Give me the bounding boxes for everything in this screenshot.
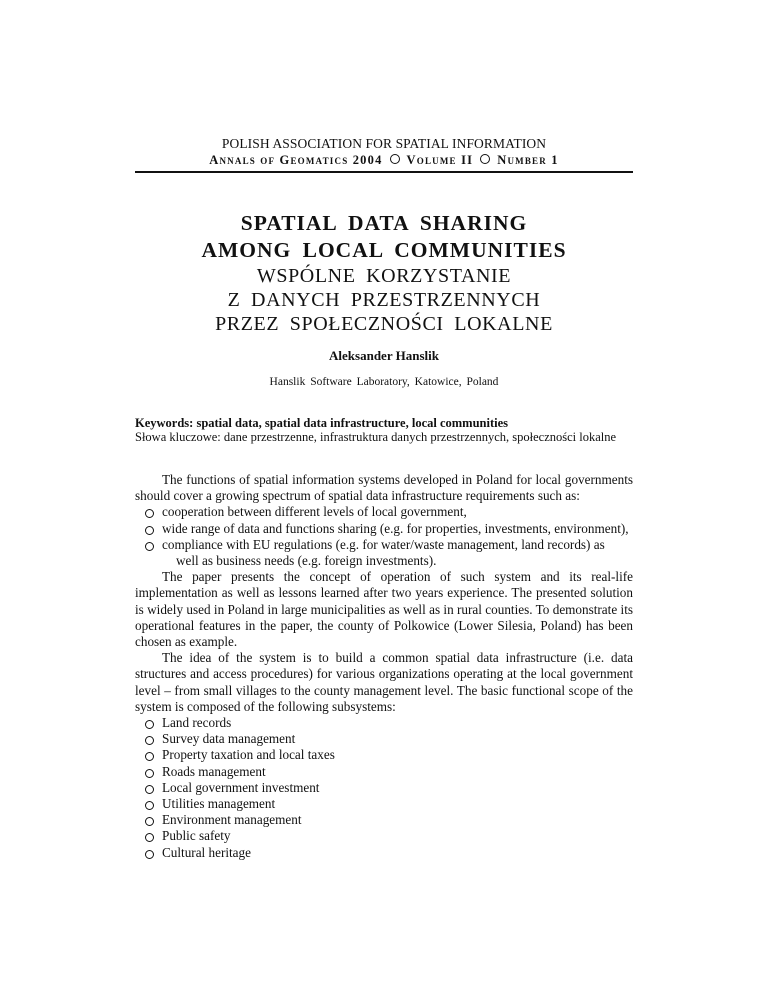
circle-separator-icon bbox=[480, 154, 490, 164]
title-english bbox=[0, 210, 768, 264]
circle-bullet-icon bbox=[145, 752, 154, 761]
circle-bullet-icon bbox=[145, 785, 154, 794]
list-item bbox=[135, 812, 633, 828]
title-pl-line: Z DANYCH PRZESTRZENNYCH bbox=[227, 289, 541, 311]
title-en-line: SPATIAL DATA SHARING bbox=[240, 211, 528, 235]
circle-bullet-icon bbox=[145, 736, 154, 745]
title-pl-line: WSPÓLNE KORZYSTANIE bbox=[256, 265, 512, 287]
list-item-text: Local government investment bbox=[162, 779, 320, 795]
list-item bbox=[135, 796, 633, 812]
circle-bullet-icon bbox=[145, 509, 154, 518]
circle-bullet-icon bbox=[145, 817, 154, 826]
circle-bullet-icon bbox=[145, 720, 154, 729]
article-body bbox=[135, 472, 633, 861]
circle-separator-icon bbox=[390, 154, 400, 164]
list-item bbox=[135, 780, 633, 796]
title-polish bbox=[0, 264, 768, 336]
list-item bbox=[135, 504, 633, 520]
journal-number: Number 1 bbox=[497, 153, 559, 167]
association-name: POLISH ASSOCIATION FOR SPATIAL INFORMATION bbox=[221, 136, 547, 151]
list-item-text: Environment management bbox=[162, 812, 302, 828]
list-item-text: Property taxation and local taxes bbox=[162, 747, 335, 763]
journal-volume: Volume II bbox=[406, 153, 474, 167]
requirements-list bbox=[135, 504, 633, 569]
list-item-text: Roads management bbox=[162, 763, 266, 779]
list-item-text: compliance with EU regulations (e.g. for water/waste management, land records) as bbox=[162, 536, 605, 552]
list-item bbox=[135, 521, 633, 537]
author-affiliation: Hanslik Software Laboratory, Katowice, Poland bbox=[269, 376, 499, 388]
list-item-text: Utilities management bbox=[162, 796, 276, 812]
circle-bullet-icon bbox=[145, 850, 154, 859]
subsystems-list bbox=[135, 715, 633, 861]
list-item bbox=[135, 764, 633, 780]
list-item bbox=[135, 715, 633, 731]
keywords-polish: Słowa kluczowe: dane przestrzenne, infrastruktura danych przestrzennych, społeczności lokalne bbox=[135, 430, 617, 444]
author-name: Aleksander Hanslik bbox=[329, 348, 439, 363]
list-item-text: cooperation between different levels of local government, bbox=[162, 504, 467, 520]
list-item-text: Land records bbox=[162, 715, 232, 731]
list-item-continuation: well as business needs (e.g. foreign investments). bbox=[176, 553, 437, 569]
list-item bbox=[135, 537, 633, 569]
list-item-text: Cultural heritage bbox=[162, 844, 251, 860]
paragraph: The paper presents the concept of operation of such system and its real-life implementation as well as lessons learned after two years experience. The presented solution is widely used in Poland in large municipalities as well as in rural counties. To demonstrate its operational features in the paper, the county of Polkowice (Lower Silesia, Poland) has been chosen as example. bbox=[135, 569, 633, 650]
keywords-english: Keywords: spatial data, spatial data infrastructure, local communities bbox=[135, 416, 509, 430]
list-item bbox=[135, 845, 633, 861]
circle-bullet-icon bbox=[145, 769, 154, 778]
list-item bbox=[135, 747, 633, 763]
title-pl-line: PRZEZ SPOŁECZNOŚCI LOKALNE bbox=[215, 313, 553, 335]
circle-bullet-icon bbox=[145, 801, 154, 810]
circle-bullet-icon bbox=[145, 833, 154, 842]
header-rule bbox=[135, 171, 633, 173]
list-item-text: wide range of data and functions sharing (e.g. for properties, investments, environment), bbox=[162, 520, 629, 536]
title-en-line: AMONG LOCAL COMMUNITIES bbox=[201, 238, 567, 262]
circle-bullet-icon bbox=[145, 542, 154, 551]
journal-title: Annals of Geomatics 2004 bbox=[209, 153, 383, 167]
journal-header bbox=[0, 153, 768, 168]
paragraph: The idea of the system is to build a common spatial data infrastructure (i.e. data structures and access procedures) for various organizations operating at the local government level – from small villages to the county management level. The basic functional scope of the system is composed of the following subsystems: bbox=[135, 650, 633, 714]
list-item-text: Public safety bbox=[162, 828, 231, 844]
circle-bullet-icon bbox=[145, 526, 154, 535]
list-item bbox=[135, 828, 633, 844]
list-item bbox=[135, 731, 633, 747]
list-item-text: Survey data management bbox=[162, 731, 296, 747]
paragraph: The functions of spatial information systems developed in Poland for local governments should cover a growing spectrum of spatial data infrastructure requirements such as: bbox=[135, 472, 633, 504]
